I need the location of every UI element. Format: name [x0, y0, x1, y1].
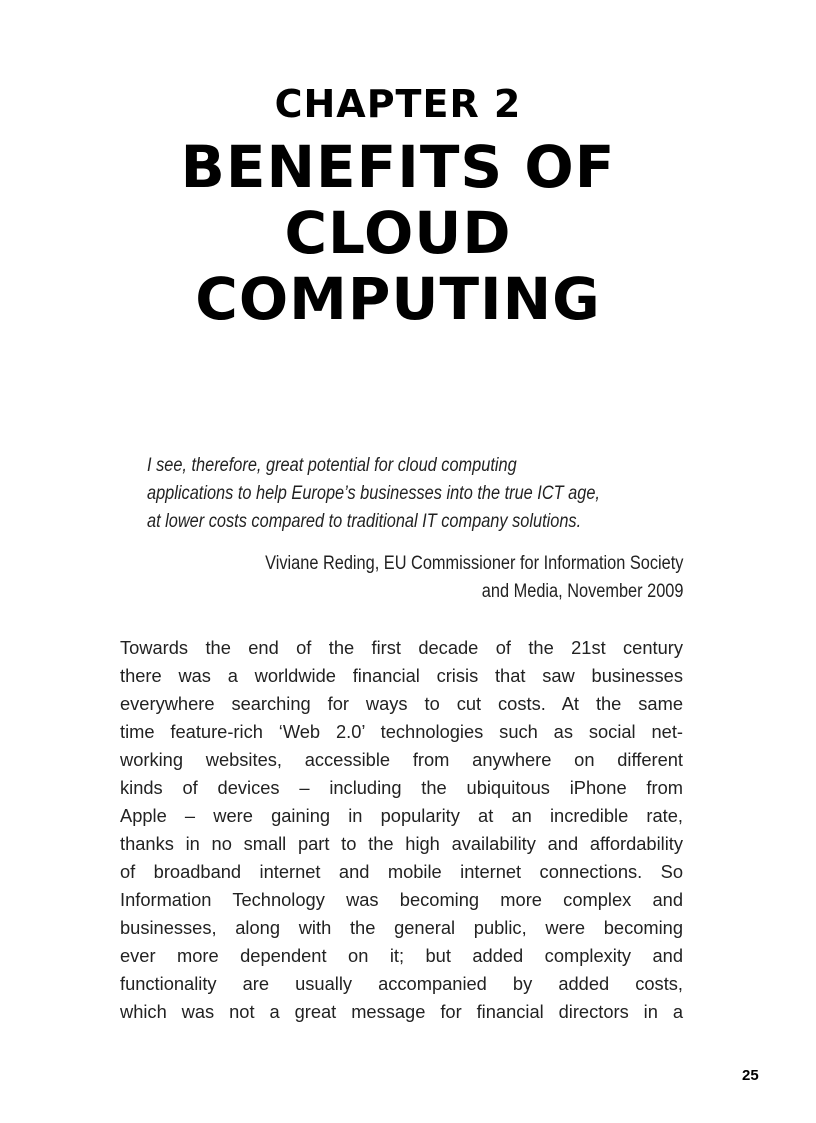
body-line: there was a worldwide financial crisis that saw businesses: [120, 665, 683, 686]
attribution-line: and Media, November 2009: [481, 581, 683, 602]
epigraph-line: I see, therefore, great potential for cloud computing: [147, 455, 517, 476]
body-line: kinds of devices – including the ubiquitous iPhone from: [120, 777, 683, 798]
body-text: [120, 634, 683, 1026]
page-number: 25: [742, 1067, 759, 1084]
body-line: businesses, along with the general public, were becoming: [120, 917, 683, 938]
body-line: time feature-rich ‘Web 2.0’ technologies such as social net-: [120, 721, 683, 742]
body-line: working websites, accessible from anywhere on different: [120, 749, 683, 770]
chapter-label: CHAPTER 2: [274, 82, 522, 126]
body-line: Information Technology was becoming more complex and: [120, 889, 683, 910]
epigraph-attribution: [265, 550, 683, 606]
epigraph-line: at lower costs compared to traditional IT company solutions.: [147, 511, 582, 532]
chapter-title-line: BENEFITS OF: [180, 133, 616, 201]
body-line: Towards the end of the first decade of the 21st century: [120, 637, 683, 658]
chapter-title-line: COMPUTING: [195, 265, 601, 333]
epigraph-quote: [147, 452, 600, 536]
chapter-title-line: CLOUD: [284, 199, 512, 267]
body-line: of broadband internet and mobile internet connections. So: [120, 861, 683, 882]
chapter-title: [0, 134, 796, 332]
body-line: functionality are usually accompanied by added costs,: [120, 973, 683, 994]
body-line: everywhere searching for ways to cut costs. At the same: [120, 693, 683, 714]
attribution-line: Viviane Reding, EU Commissioner for Information Society: [264, 553, 683, 574]
body-line: ever more dependent on it; but added complexity and: [120, 945, 683, 966]
epigraph-line: applications to help Europe’s businesses into the true ICT age,: [147, 483, 600, 504]
body-line: which was not a great message for financial directors in a: [120, 1001, 683, 1022]
body-line: Apple – were gaining in popularity at an incredible rate,: [120, 805, 683, 826]
body-line: thanks in no small part to the high availability and affordability: [120, 833, 683, 854]
